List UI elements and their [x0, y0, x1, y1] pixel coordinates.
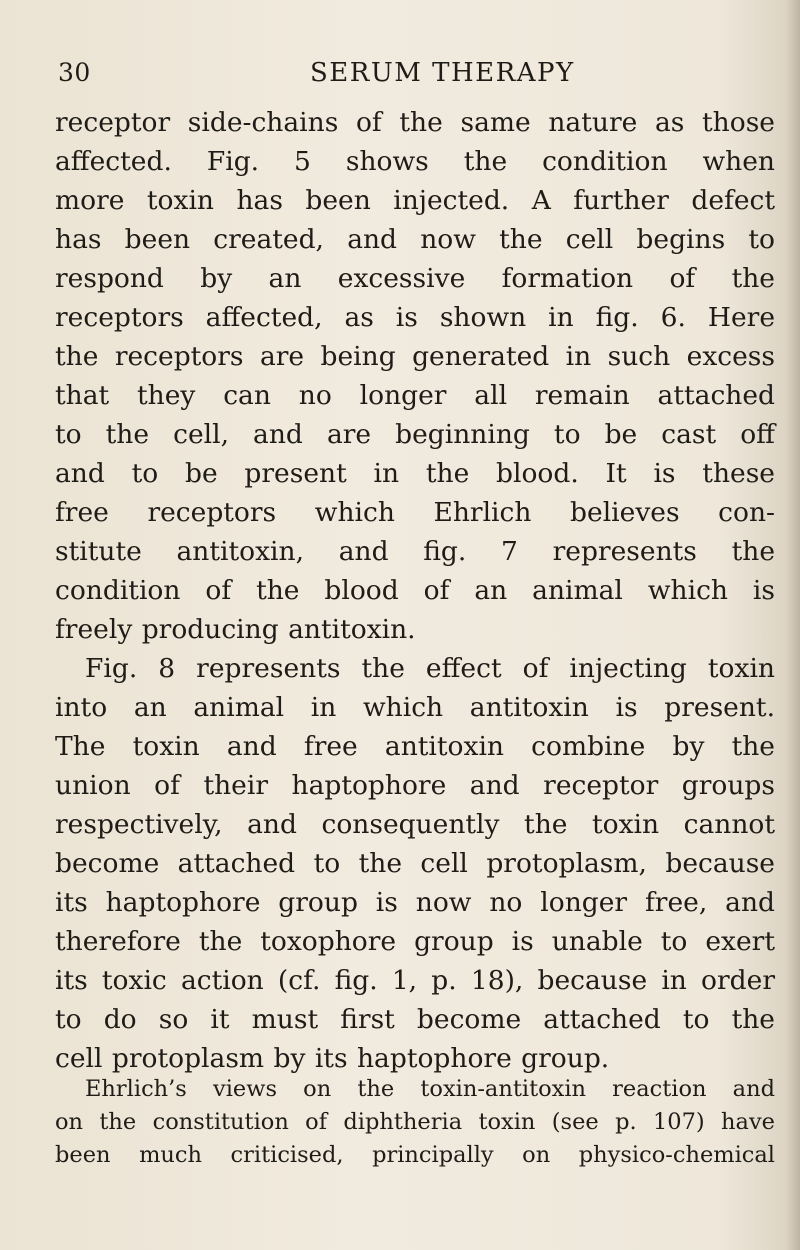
page-number: 30 [58, 58, 91, 87]
body-line: the receptors are being generated in such excess [55, 341, 775, 372]
body-line: The toxin and free antitoxin combine by the [55, 731, 775, 762]
body-line: that they can no longer all remain attached [55, 380, 775, 411]
body-line: its toxic action (cf. fig. 1, p. 18), because in order [55, 965, 775, 996]
body-line: condition of the blood of an animal which is [55, 575, 775, 606]
body-line: stitute antitoxin, and fig. 7 represents the [55, 536, 775, 567]
body-line: to do so it must first become attached to the [55, 1004, 775, 1035]
body-line: Fig. 8 represents the effect of injecting toxin [85, 653, 775, 684]
note-line: Ehrlich’s views on the toxin-antitoxin reaction and [85, 1076, 775, 1102]
body-line: union of their haptophore and receptor groups [55, 770, 775, 801]
body-line: become attached to the cell protoplasm, because [55, 848, 775, 879]
note-paragraph [55, 1073, 775, 1172]
body-line: affected. Fig. 5 shows the condition when [55, 146, 775, 177]
body-line: cell protoplasm by its haptophore group. [55, 1043, 610, 1074]
body-line: into an animal in which antitoxin is present. [55, 692, 775, 723]
body-line: to the cell, and are beginning to be cast off [55, 419, 775, 450]
body-line: free receptors which Ehrlich believes con- [55, 497, 775, 528]
body-line: respond by an excessive formation of the [55, 263, 775, 294]
running-head [0, 58, 800, 98]
body-line: its haptophore group is now no longer free, and [55, 887, 775, 918]
note-line: been much criticised, principally on physico-chemical [55, 1142, 775, 1168]
body-line: therefore the toxophore group is unable to exert [55, 926, 775, 957]
body-line: has been created, and now the cell begins to [55, 224, 775, 255]
body-line: respectively, and consequently the toxin cannot [55, 809, 775, 840]
body-text [55, 103, 775, 1078]
page-edge-shadow [786, 0, 800, 1250]
body-line: receptor side-chains of the same nature as those [55, 107, 775, 138]
body-line: and to be present in the blood. It is these [55, 458, 775, 489]
running-title: SERUM THERAPY [310, 58, 575, 88]
body-line: freely producing antitoxin. [55, 614, 416, 645]
note-line: on the constitution of diphtheria toxin (see p. 107) have [55, 1109, 775, 1135]
body-line: receptors affected, as is shown in fig. 6. Here [55, 302, 775, 333]
body-line: more toxin has been injected. A further defect [55, 185, 775, 216]
